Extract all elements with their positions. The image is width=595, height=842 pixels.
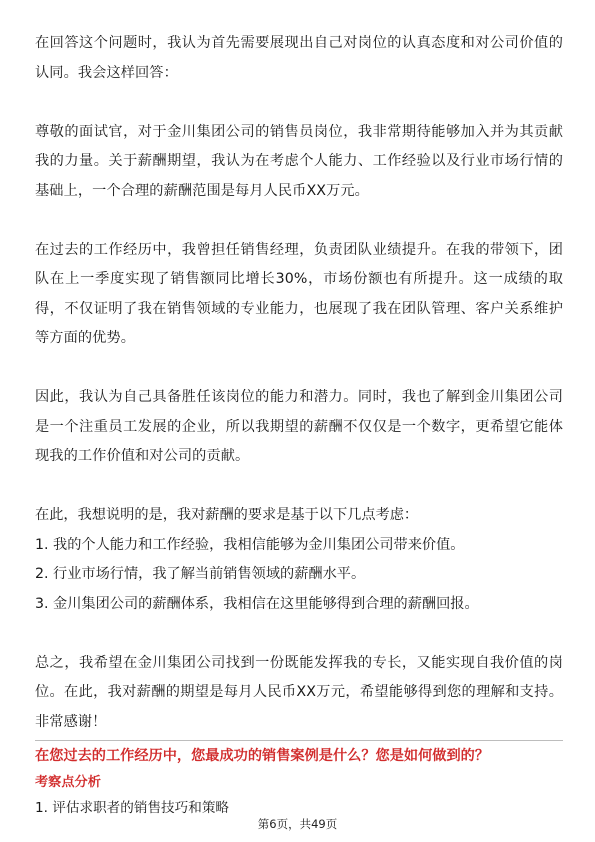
list-intro: 在此，我想说明的是，我对薪酬的要求是基于以下几点考虑： xyxy=(35,507,419,523)
list-item: 3. 金川集团公司的薪酬体系，我相信在这里能够得到合理的薪酬回报。 xyxy=(35,595,479,612)
answer-paragraph-1: 尊敬的面试官，对于金川集团公司的销售员岗位，我非常期待能够加入并为其贡献我的力量。关于薪酬期望，我认为在考虑个人能力、工作经验以及行业市场行情的基础上，一个合理的薪酬范围是每月人民币XX万元。 xyxy=(35,123,563,199)
answer-paragraph-3: 因此，我认为自己具备胜任该岗位的能力和潜力。同时，我也了解到金川集团公司是一个注重员工发展的企业，所以我期望的薪酬不仅仅是一个数字，更希望它能体现我的工作价值和对公司的贡献。 xyxy=(35,389,563,464)
intro-paragraph: 在回答这个问题时，我认为首先需要展现出自己对岗位的认真态度和对公司价值的认同。我会这样回答： xyxy=(35,35,563,81)
next-question-heading: 在您过去的工作经历中，您最成功的销售案例是什么？您是如何做到的？ xyxy=(35,748,490,764)
analysis-item: 1. 评估求职者的销售技巧和策略 xyxy=(35,800,230,816)
answer-paragraph-2: 在过去的工作经历中，我曾担任销售经理，负责团队业绩提升。在我的带领下，团队在上一季度实现了销售额同比增长30%，市场份额也有所提升。这一成绩的取得，不仅证明了我在销售领域的专业能力，也展现了我在团队管理、客户关系维护等方面的优势。 xyxy=(35,241,563,346)
analysis-title: 考察点分析 xyxy=(35,775,101,790)
page-footer: 第6页，共49页 xyxy=(257,817,338,831)
document-body xyxy=(35,29,563,822)
list-item: 2. 行业市场行情，我了解当前销售领域的薪酬水平。 xyxy=(35,566,366,582)
paragraph-gap xyxy=(35,472,563,502)
paragraph-gap xyxy=(35,354,563,384)
paragraph-gap xyxy=(35,88,563,118)
section-divider xyxy=(35,740,563,741)
list-item: 1. 我的个人能力和工作经验，我相信能够为金川集团公司带来价值。 xyxy=(35,536,465,553)
closing-paragraph: 总之，我希望在金川集团公司找到一份既能发挥我的专长，又能实现自我价值的岗位。在此，我对薪酬的期望是每月人民币XX万元，希望能够得到您的理解和支持。非常感谢！ xyxy=(35,654,563,730)
paragraph-gap xyxy=(35,619,563,649)
paragraph-gap xyxy=(35,206,563,236)
